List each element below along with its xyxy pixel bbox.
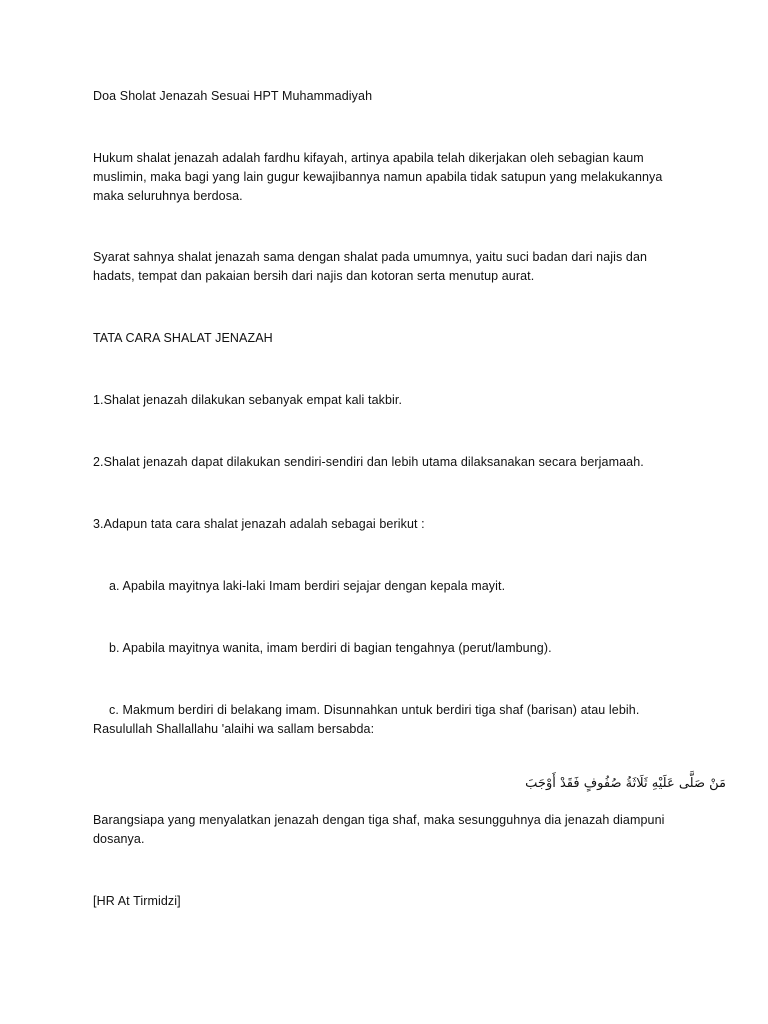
rasulullah-line: Rasulullah Shallallahu 'alaihi wa sallam bersabda: bbox=[93, 722, 375, 736]
paragraph-hukum-line-2: muslimin, maka bagi yang lain gugur kewajibannya namun apabila tidak satupun yang melakukannya bbox=[93, 170, 663, 184]
hadith-source: [HR At Tirmidzi] bbox=[93, 894, 181, 908]
section-heading: TATA CARA SHALAT JENAZAH bbox=[93, 331, 273, 345]
paragraph-syarat-line-2: hadats, tempat dan pakaian bersih dari najis dan kotoran serta menutup aurat. bbox=[93, 269, 535, 283]
sub-item-b: b. Apabila mayitnya wanita, imam berdiri di bagian tengahnya (perut/lambung). bbox=[109, 641, 552, 655]
translation-line-2: dosanya. bbox=[93, 832, 145, 846]
paragraph-hukum-line-3: maka seluruhnya berdosa. bbox=[93, 189, 243, 203]
list-item-1: 1.Shalat jenazah dilakukan sebanyak empat kali takbir. bbox=[93, 393, 403, 407]
paragraph-hukum-line-1: Hukum shalat jenazah adalah fardhu kifayah, artinya apabila telah dikerjakan oleh sebagian kaum bbox=[93, 151, 644, 165]
arabic-hadith-text: مَنْ صَلَّى عَلَيْهِ ثَلَاثَةُ صُفُوفٍ فَقَدْ أَوْجَبَ bbox=[525, 776, 726, 791]
translation-line-1: Barangsiapa yang menyalatkan jenazah dengan tiga shaf, maka sesungguhnya dia jenazah diampuni bbox=[93, 813, 665, 827]
list-item-3: 3.Adapun tata cara shalat jenazah adalah sebagai berikut : bbox=[93, 517, 425, 531]
list-item-2: 2.Shalat jenazah dapat dilakukan sendiri-sendiri dan lebih utama dilaksanakan secara berjamaah. bbox=[93, 455, 644, 469]
sub-item-a: a. Apabila mayitnya laki-laki Imam berdiri sejajar dengan kepala mayit. bbox=[109, 579, 506, 593]
document-title: Doa Sholat Jenazah Sesuai HPT Muhammadiyah bbox=[93, 89, 373, 103]
paragraph-syarat-line-1: Syarat sahnya shalat jenazah sama dengan shalat pada umumnya, yaitu suci badan dari najis dan bbox=[93, 250, 648, 264]
sub-item-c: c. Makmum berdiri di belakang imam. Disunnahkan untuk berdiri tiga shaf (barisan) atau lebih. bbox=[109, 703, 640, 717]
